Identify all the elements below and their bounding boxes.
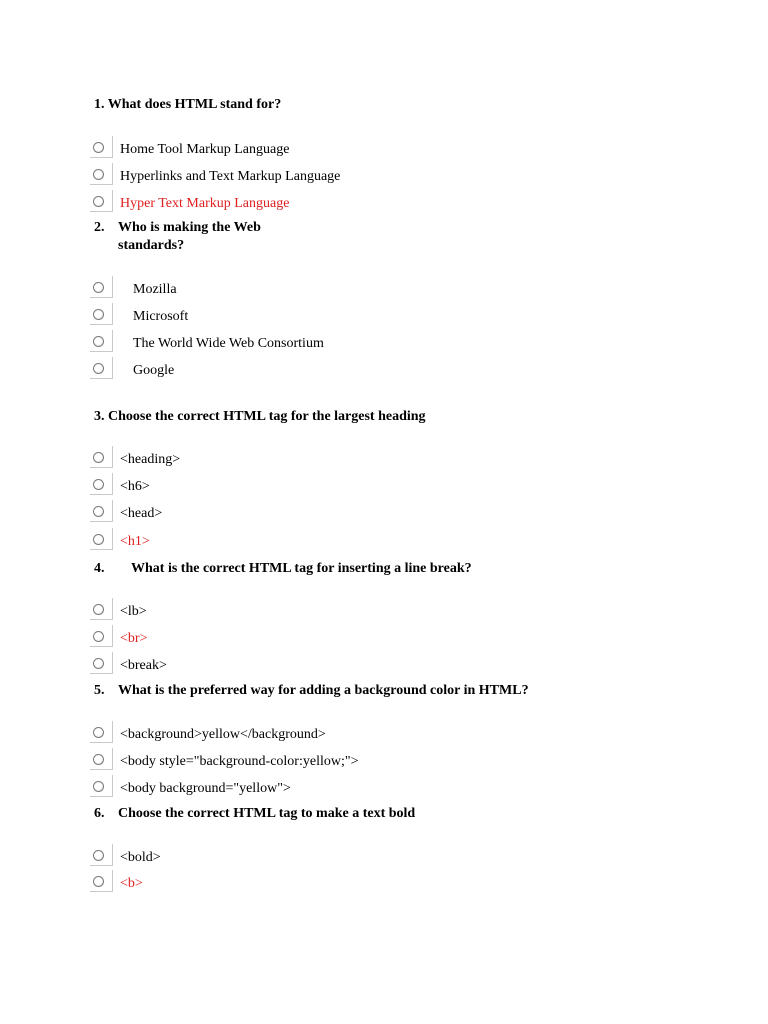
- question-number: 4.: [94, 561, 105, 576]
- option-label-correct: <h1>: [120, 534, 150, 549]
- question-1: [94, 96, 281, 114]
- question-number: 2.: [94, 220, 105, 235]
- radio-button[interactable]: [93, 754, 104, 765]
- question-number: 3.: [94, 409, 105, 424]
- question-text-line2: standards?: [118, 238, 185, 253]
- option-label: <head>: [120, 506, 163, 521]
- question-text: Choose the correct HTML tag for the largest heading: [108, 409, 426, 424]
- option-label: <bold>: [120, 850, 161, 865]
- question-3: [94, 408, 426, 426]
- option-label: Mozilla: [133, 282, 177, 297]
- option-q3-2[interactable]: [90, 473, 690, 500]
- option-q2-2[interactable]: [90, 303, 690, 330]
- radio-button[interactable]: [93, 876, 104, 887]
- question-text: Choose the correct HTML tag to make a text bold: [118, 806, 416, 821]
- option-q1-2[interactable]: [90, 163, 690, 190]
- radio-button[interactable]: [93, 479, 104, 490]
- radio-button[interactable]: [93, 169, 104, 180]
- option-q3-3[interactable]: [90, 500, 690, 527]
- option-q4-2[interactable]: [90, 625, 690, 652]
- radio-button[interactable]: [93, 196, 104, 207]
- option-label: <body style="background-color:yellow;">: [120, 754, 359, 769]
- question-number: 5.: [94, 683, 105, 698]
- radio-button[interactable]: [93, 142, 104, 153]
- option-label: Google: [133, 363, 175, 378]
- radio-button[interactable]: [93, 309, 104, 320]
- option-label-correct: <b>: [120, 876, 143, 891]
- question-number: 1.: [94, 97, 105, 112]
- option-q2-1[interactable]: [90, 276, 690, 303]
- option-q2-3[interactable]: [90, 330, 690, 357]
- radio-button[interactable]: [93, 781, 104, 792]
- radio-button[interactable]: [93, 604, 104, 615]
- question-text: What is the correct HTML tag for inserting a line break?: [131, 561, 472, 576]
- option-q5-2[interactable]: [90, 748, 690, 775]
- radio-button[interactable]: [93, 727, 104, 738]
- radio-button[interactable]: [93, 506, 104, 517]
- option-label: The World Wide Web Consortium: [133, 336, 324, 351]
- radio-button[interactable]: [93, 534, 104, 545]
- option-label: Hyperlinks and Text Markup Language: [120, 169, 341, 184]
- option-q5-1[interactable]: [90, 721, 690, 748]
- option-q3-1[interactable]: [90, 446, 690, 473]
- option-label: <break>: [120, 658, 167, 673]
- question-5: [94, 682, 529, 700]
- option-q4-3[interactable]: [90, 652, 690, 679]
- option-label-correct: Hyper Text Markup Language: [120, 196, 290, 211]
- question-number: 6.: [94, 806, 105, 821]
- question-4: [94, 560, 472, 578]
- radio-button[interactable]: [93, 363, 104, 374]
- question-text-line1: Who is making the Web: [118, 220, 261, 235]
- radio-button[interactable]: [93, 452, 104, 463]
- radio-button[interactable]: [93, 658, 104, 669]
- question-2: [94, 219, 261, 255]
- option-label-correct: <br>: [120, 631, 148, 646]
- option-q1-1[interactable]: [90, 136, 690, 163]
- option-q1-3[interactable]: [90, 190, 690, 217]
- option-label: Microsoft: [133, 309, 189, 324]
- question-text: What does HTML stand for?: [107, 97, 282, 112]
- option-q5-3[interactable]: [90, 775, 690, 802]
- radio-button[interactable]: [93, 631, 104, 642]
- option-label: <lb>: [120, 604, 147, 619]
- option-label: <body background="yellow">: [120, 781, 291, 796]
- option-q4-1[interactable]: [90, 598, 690, 625]
- option-label: <background>yellow</background>: [120, 727, 326, 742]
- radio-button[interactable]: [93, 282, 104, 293]
- option-label: Home Tool Markup Language: [120, 142, 290, 157]
- radio-button[interactable]: [93, 850, 104, 861]
- question-text: What is the preferred way for adding a background color in HTML?: [118, 683, 529, 698]
- option-q3-4[interactable]: [90, 528, 690, 555]
- radio-button[interactable]: [93, 336, 104, 347]
- question-6: [94, 805, 415, 823]
- option-label: <heading>: [120, 452, 181, 467]
- option-q6-1[interactable]: [90, 844, 690, 871]
- option-q2-4[interactable]: [90, 357, 690, 384]
- option-label: <h6>: [120, 479, 150, 494]
- option-q6-2[interactable]: [90, 870, 690, 897]
